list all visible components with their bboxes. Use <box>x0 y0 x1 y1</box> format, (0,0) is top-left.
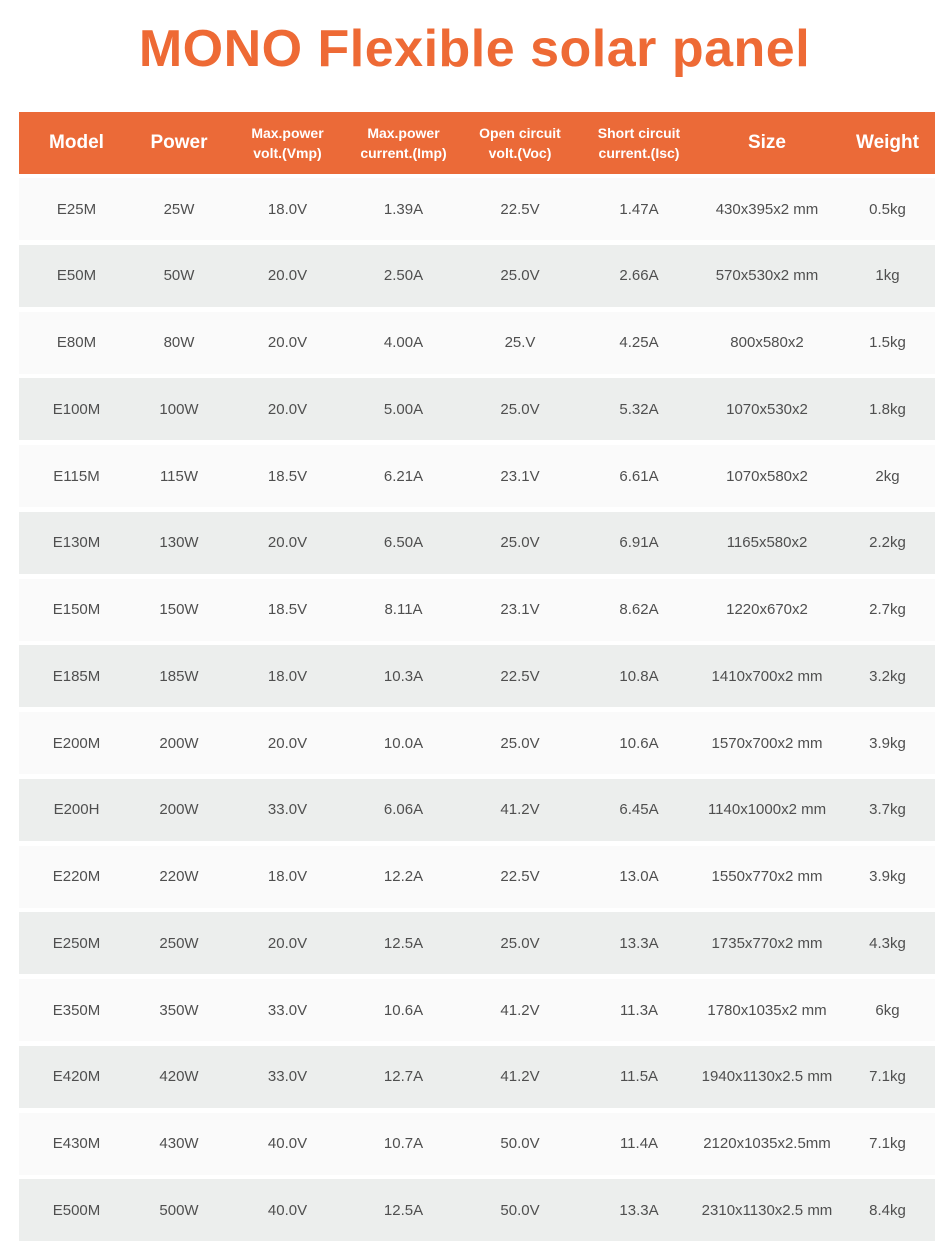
table-cell: 6.61A <box>619 467 659 485</box>
table-cell: 1070x530x2 <box>726 400 808 418</box>
table-cell: E200M <box>52 734 101 752</box>
table-cell: E430M <box>52 1135 101 1152</box>
table-row <box>19 1046 935 1108</box>
table-cell: 33.0V <box>267 1068 308 1086</box>
table-cell: 220W <box>159 868 199 885</box>
table-cell: 1220x670x2 <box>726 601 808 618</box>
table-row <box>19 1179 935 1241</box>
table-cell: 6kg <box>875 1001 900 1019</box>
table-cell: 11.4A <box>619 1135 659 1152</box>
table-cell: 2.7kg <box>869 601 906 618</box>
table-cell: 13.3A <box>619 1201 659 1219</box>
table-cell: 33.0V <box>267 1001 308 1019</box>
table-cell: 2.66A <box>619 267 659 285</box>
table-cell: E80M <box>56 334 97 351</box>
column-header-line: Weight <box>856 132 919 153</box>
table-cell: 130W <box>159 534 199 552</box>
table-cell: 350W <box>159 1001 199 1019</box>
table-cell: 8.62A <box>619 601 659 618</box>
table-cell: 1940x1130x2.5 mm <box>701 1068 833 1086</box>
table-cell: 20.0V <box>267 334 308 351</box>
spec-table <box>19 112 935 1246</box>
table-cell: 1550x770x2 mm <box>711 868 823 885</box>
table-cell: 2.2kg <box>869 534 906 552</box>
table-cell: 10.3A <box>383 667 424 685</box>
table-cell: 570x530x2 mm <box>715 267 819 285</box>
table-cell: 5.32A <box>619 400 659 418</box>
table-cell: 18.0V <box>267 200 308 218</box>
table-cell: 1.47A <box>619 200 659 218</box>
table-row <box>19 645 935 707</box>
table-cell: 41.2V <box>500 1001 540 1019</box>
table-cell: 8.11A <box>384 601 423 618</box>
table-cell: 2kg <box>875 467 900 485</box>
column-header-line: Power <box>150 132 208 153</box>
table-cell: 20.0V <box>267 267 308 285</box>
table-cell: 4.25A <box>619 334 659 351</box>
table-cell: 3.7kg <box>869 801 906 819</box>
table-cell: E250M <box>52 934 101 952</box>
table-cell: 185W <box>159 667 199 685</box>
table-cell: 25.0V <box>500 934 540 952</box>
table-cell: 10.7A <box>383 1135 424 1152</box>
table-cell: 22.5V <box>500 200 540 218</box>
table-cell: 1735x770x2 mm <box>711 934 823 952</box>
table-cell: 2120x1035x2.5mm <box>703 1135 831 1152</box>
column-header-line: current.(Imp) <box>360 145 447 161</box>
table-cell: 25.0V <box>500 734 540 752</box>
table-cell: 41.2V <box>500 801 540 819</box>
table-cell: 18.0V <box>267 868 308 885</box>
table-cell: 10.0A <box>383 734 424 752</box>
table-cell: 12.5A <box>383 934 424 952</box>
column-header <box>224 123 351 163</box>
table-row <box>19 178 935 240</box>
table-cell: E130M <box>52 534 101 552</box>
table-cell: 12.7A <box>383 1068 424 1086</box>
table-cell: 1780x1035x2 mm <box>707 1001 827 1019</box>
table-cell: 6.06A <box>383 801 424 819</box>
table-cell: 150W <box>159 601 199 618</box>
table-row <box>19 1113 935 1175</box>
column-header <box>694 133 840 153</box>
table-cell: 40.0V <box>267 1135 308 1152</box>
table-cell: 22.5V <box>500 868 540 885</box>
table-cell: 200W <box>159 734 199 752</box>
table-row <box>19 245 935 307</box>
column-header-line: volt.(Vmp) <box>253 145 322 161</box>
table-cell: 18.5V <box>267 601 308 618</box>
table-cell: 12.5A <box>383 1201 424 1219</box>
table-cell: E220M <box>52 868 101 885</box>
table-cell: 430W <box>159 1135 199 1152</box>
table-cell: 8.4kg <box>869 1201 906 1219</box>
table-cell: 430x395x2 mm <box>715 200 819 218</box>
table-cell: E150M <box>52 601 101 618</box>
table-body <box>19 178 935 1241</box>
table-cell: E50M <box>56 267 97 285</box>
table-cell: 4.00A <box>383 334 424 351</box>
table-cell: 10.8A <box>619 667 659 685</box>
table-cell: 0.5kg <box>869 200 906 218</box>
column-header <box>456 123 584 163</box>
column-header <box>134 133 224 153</box>
table-cell: 7.1kg <box>869 1068 906 1086</box>
table-cell: 10.6A <box>619 734 659 752</box>
table-cell: 1410x700x2 mm <box>711 667 823 685</box>
table-row <box>19 846 935 908</box>
table-cell: 33.0V <box>267 801 308 819</box>
table-cell: 20.0V <box>267 400 308 418</box>
table-cell: 25.0V <box>500 400 540 418</box>
table-cell: 13.3A <box>619 934 659 952</box>
table-cell: 10.6A <box>383 1001 424 1019</box>
table-cell: 25W <box>163 200 195 218</box>
table-row <box>19 979 935 1041</box>
table-cell: 1.39A <box>383 200 424 218</box>
table-cell: 7.1kg <box>869 1135 906 1152</box>
table-cell: 11.5A <box>619 1068 659 1086</box>
table-cell: 1570x700x2 mm <box>711 734 823 752</box>
table-cell: 1070x580x2 <box>726 467 808 485</box>
table-row <box>19 512 935 574</box>
table-cell: 2310x1130x2.5 mm <box>701 1201 833 1219</box>
table-cell: 3.9kg <box>869 734 906 752</box>
table-cell: 25.0V <box>500 267 540 285</box>
table-cell: 25.V <box>504 334 536 351</box>
table-row <box>19 312 935 374</box>
table-cell: 20.0V <box>267 734 308 752</box>
table-cell: 3.9kg <box>869 868 906 885</box>
table-row <box>19 779 935 841</box>
table-row <box>19 579 935 641</box>
table-cell: 1.5kg <box>869 334 906 351</box>
column-header-line: volt.(Voc) <box>488 145 552 161</box>
table-cell: 6.45A <box>619 801 659 819</box>
table-cell: E500M <box>52 1201 101 1219</box>
table-cell: 50W <box>163 267 195 285</box>
table-cell: 41.2V <box>500 1068 540 1086</box>
table-cell: 6.50A <box>383 534 424 552</box>
table-row <box>19 712 935 774</box>
table-cell: 4.3kg <box>869 934 906 952</box>
table-cell: 22.5V <box>500 667 540 685</box>
table-cell: 40.0V <box>267 1201 308 1219</box>
table-cell: 50.0V <box>500 1135 540 1152</box>
table-cell: E100M <box>52 400 101 418</box>
column-header <box>584 123 694 163</box>
table-cell: 20.0V <box>267 934 308 952</box>
table-cell: 1140x1000x2 mm <box>707 801 827 819</box>
table-cell: E185M <box>52 667 101 685</box>
table-cell: 50.0V <box>500 1201 540 1219</box>
table-cell: 23.1V <box>500 601 540 618</box>
column-header-line: Max.power <box>251 125 324 141</box>
table-cell: 800x580x2 <box>730 334 804 351</box>
table-cell: 6.21A <box>383 467 424 485</box>
column-header-line: Max.power <box>367 125 440 141</box>
column-header-line: Model <box>49 132 104 153</box>
table-cell: 12.2A <box>383 868 424 885</box>
table-cell: E420M <box>52 1068 101 1086</box>
table-cell: 13.0A <box>619 868 659 885</box>
table-row <box>19 378 935 440</box>
table-cell: 250W <box>159 934 199 952</box>
table-cell: 23.1V <box>500 467 540 485</box>
table-cell: 115W <box>159 467 199 485</box>
table-row <box>19 445 935 507</box>
column-header <box>19 133 134 153</box>
column-header-line: current.(Isc) <box>598 145 680 161</box>
column-header-line: Open circuit <box>479 125 561 141</box>
table-row <box>19 912 935 974</box>
table-cell: 80W <box>163 334 195 351</box>
table-cell: 1kg <box>875 267 900 285</box>
table-cell: 1.8kg <box>869 400 906 418</box>
table-cell: 11.3A <box>619 1001 659 1019</box>
table-cell: E25M <box>56 200 97 218</box>
table-cell: 200W <box>159 801 199 819</box>
column-header <box>351 123 456 163</box>
table-cell: E115M <box>53 467 100 485</box>
table-cell: 18.5V <box>267 467 308 485</box>
column-header-line: Short circuit <box>597 125 681 141</box>
table-cell: 6.91A <box>619 534 659 552</box>
page-title: MONO Flexible solar panel <box>138 20 811 78</box>
table-cell: 25.0V <box>500 534 540 552</box>
table-cell: 1165x580x2 <box>726 534 808 552</box>
table-cell: 100W <box>159 400 199 418</box>
table-cell: 2.50A <box>383 267 424 285</box>
table-cell: 3.2kg <box>869 667 906 685</box>
table-cell: 500W <box>159 1201 199 1219</box>
column-header-line: Size <box>747 132 787 153</box>
column-header <box>840 133 935 153</box>
table-cell: 20.0V <box>267 534 308 552</box>
table-cell: E200H <box>53 801 100 819</box>
table-cell: 420W <box>159 1068 199 1086</box>
table-cell: E350M <box>52 1001 101 1019</box>
table-header <box>19 112 935 174</box>
table-cell: 5.00A <box>383 400 424 418</box>
table-cell: 18.0V <box>267 667 308 685</box>
